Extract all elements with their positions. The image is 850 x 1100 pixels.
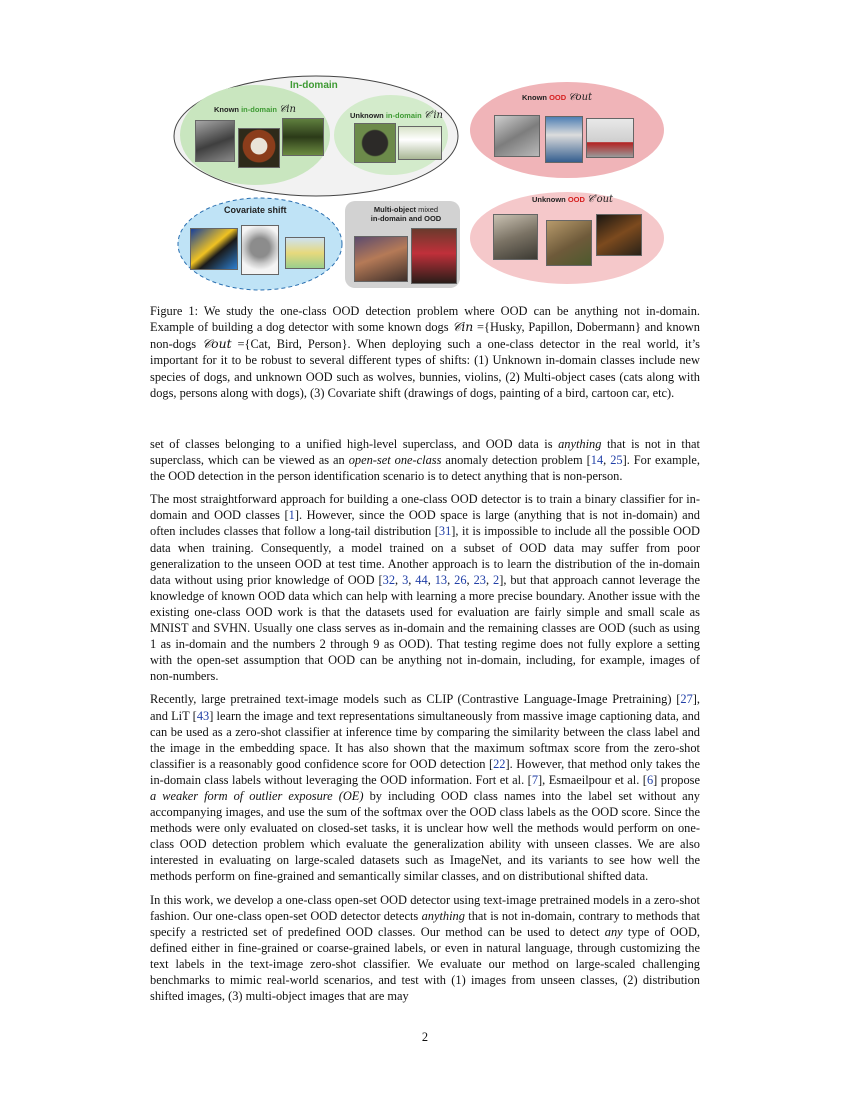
p3-d: ]. However, that method only takes the in-domain class labels without leveraging the OOD information. Fort et al. [ [150,756,700,787]
bunny-photo [546,220,592,266]
caption-c-in: 𝒞in [452,319,474,335]
citation-link[interactable]: 14 [590,453,604,468]
multi-object-word: Multi-object [373,205,416,214]
caption-part-2: ={Husky, Papillon, Dobermann} and known non-dogs [150,320,700,351]
figure-1 [170,68,680,296]
paragraph-2: The most straightforward approach for building a one-class OOD detector is to train a binary classifier for in-domain and OOD classes [1]. However, since the OOD space is large (anything that is not in-domain) and often includes classes that follow a long-tail distribution [31], it is impossible to include all the possible OOD data when training. Consequently, a model trained on a subset of OOD data may suffer from poor generalization to the unseen OOD at test time. Another approach is to learn the distribution of the in-domain data without using prior knowledge of OOD [32, 3, 44, 13, 26, 23, 2], but that approach cannot leverage the knowledge of known OOD data which can help with learning a more precise boundary. Another issue with the existing one-class OOD work is that the datasets used for evaluation are fairly simple and small scale as MNIST and SVHN. Usually one class serves as in-domain and the remaining classes are OOD (such as using 1 as in-domain and the numbers 2 through 9 as OOD). That testing regime does not fully explore a setting with the open-set assumption that OOD can be anything not in-domain, including, for example, images of non-numbers. [150,492,700,684]
page-number: 2 [421,1030,429,1044]
p3-f: ] propose [653,772,700,787]
unknown-ood-accent: OOD [567,195,585,204]
multi-object-line2: in-domain and OOD [370,214,442,223]
p3-g: by including OOD class names into the label set without any accompanying images, and use the sum of the softmax over the OOD class labels as the OOD score. Since the methods were only evaluated on closed-set tasks, it is unclear how well the methods would perform on one-class OOD detection problem which evaluate the generalization ability with unseen classes. We are also interested in evaluating on large-scaled datasets such as ImageNet, and its variants to see how well the methods perform on fine-grained and semantically similar classes, and on distributional shifted data. [150,788,700,884]
citation-link[interactable]: 22 [493,756,506,771]
known-ood-accent: OOD [549,93,567,102]
cats-and-dogs-photo [354,236,408,282]
person-and-dog-photo [411,228,457,284]
husky-photo [195,120,235,162]
p1-em-anything: anything [558,437,602,451]
covariate-shift-label: Covariate shift [224,205,287,215]
citation-link[interactable]: 27 [680,692,693,707]
citation-link[interactable]: 2 [492,572,500,587]
p1-b: that is not in that superclass, which can be viewed as an [150,437,700,468]
citation-link[interactable]: 7 [531,772,539,787]
p2-b: ]. However, since the OOD space is large (anything that is not in-domain) and often includes classes that follow a long-tail distribution [ [150,508,700,539]
p4-c: type of OOD, defined either in fine-grained or coarse-grained labels, or even in natural language, through customizing the text labels in the text-image zero-shot classifier. We evaluate our method on large-scaled challenging benchmarks to mimic real-world scenarios, and test with (1) images from unseen classes, (2) distribution shifted images, (3) multi-object images that are may [150,924,700,1004]
p4-em-any: any [604,924,623,939]
caption-part-1: Figure 1: We study the one-class OOD detection problem where OOD can be anything not in-domain. Example of building a dog detector with some known dogs [150,304,700,335]
drawn-dog-photo [241,225,279,275]
dobermann-photo [282,118,324,156]
citation-link[interactable]: 1 [288,508,295,523]
citation-link[interactable]: 43 [196,708,210,723]
unknown-in-prefix: Unknown [350,111,386,120]
p1-sep: , [603,453,611,468]
c-in-symbol: 𝒞in [279,104,296,115]
p4-b: that is not in-domain, contrary to methods that specify a restricted set of predefined OOD classes. Our method can be used to detect [150,908,700,939]
p4-a: In this work, we develop a one-class open-set OOD detector using text-image pretrained models in a zero-shot fashion. Our one-class open-set OOD detector detects [150,892,700,923]
c-in-prime-symbol: 𝒞′in [423,110,443,121]
c-out-prime-symbol: 𝒞′out [587,194,614,205]
multi-object-mixed: mixed [415,205,439,214]
unknown-ood-prefix: Unknown [532,195,568,204]
citation-link[interactable]: 26 [454,572,467,587]
body-text [150,436,700,1011]
multi-object-label [356,205,456,223]
p2-c: ], it is impossible to include all the possible OOD data when training. Consequently, a model trained on a subset of OOD data may suffer from poor generalization to the unseen OOD at test time. Another approach is to learn the distribution of the in-domain data without using prior knowledge of OOD [ [150,524,700,587]
unknown-ood-label [532,194,613,205]
paragraph-3 [150,691,700,884]
p2-a: The most straightforward approach for building a one-class OOD detector is to train a binary classifier for in-domain and OOD classes [ [150,492,700,523]
unknown-dog-2-photo [398,126,442,160]
p3-b: ], and LiT [ [150,692,700,723]
known-ood-prefix: Known [522,93,550,102]
p2-d: ], but that approach cannot leverage the knowledge of known OOD data which can help with learning a more precise boundary. Another issue with the existing one-class OOD work is that the datasets used for evaluation are fairly simple and small scale as MNIST and SVHN. Usually one class serves as in-domain and the remaining classes are OOD (such as using 1 as in-domain and the numbers 2 through 9 as OOD). That testing regime does not fully explore a setting with the open-set assumption that OOD can be anything not in-domain, including, for example, images of non-numbers. [150,572,700,684]
caption-part-3: ={Cat, Bird, Person}. When deploying such a one-class detector in the real world, it’s important for it to be robust to several different types of shifts: (1) Unknown in-domain classes include new species of dogs, and unknown OOD such as wolves, bunnies, violins, (2) Multi-object cases (cats along with dogs, persons along with dogs), (3) Covariate shift (drawings of dogs, painting of a bird, cartoon car, etc). [150,336,701,401]
painted-bird-photo [190,228,238,270]
citation-link[interactable]: 32 [382,572,396,587]
p3-e: ], Esmaeilpour et al. [ [538,772,647,787]
citation-link[interactable]: 6 [646,772,654,787]
citation-link[interactable]: 25 [610,453,623,468]
known-in-prefix: Known [214,105,242,114]
p1-em-open-set: open-set one-class [348,453,442,468]
known-in-domain-label [214,104,296,115]
citation-link[interactable]: 44 [415,572,428,587]
wolf-photo [493,214,538,260]
citation-link[interactable]: 31 [438,524,452,539]
known-ood-label [522,92,592,103]
citation-link[interactable]: 13 [434,572,448,587]
paragraph-1 [150,436,700,484]
p3-em-oe: a weaker form of outlier exposure (OE) [150,788,364,803]
in-domain-title: In-domain [290,80,338,91]
unknown-dog-1-photo [354,123,396,163]
caption-c-out: 𝒞out [202,335,232,351]
p1-d: ]. For example, the OOD detection in the person identification scenario is to detect anything that is non-person. [150,453,701,484]
violin-photo [596,214,642,256]
car-photo [586,118,634,158]
bird-photo [545,116,583,163]
papillon-photo [238,128,280,168]
p4-em-anything: anything [421,908,465,923]
p1-c: anomaly detection problem [ [441,453,591,468]
figure-caption [150,303,700,401]
cartoon-car-photo [285,237,325,269]
known-in-accent: in-domain [241,105,277,114]
unknown-in-accent: in-domain [385,111,422,120]
c-out-symbol: 𝒞out [568,92,593,103]
paragraph-4 [150,892,700,1005]
citation-link[interactable]: 23 [473,572,486,587]
cat-photo [494,115,540,157]
citation-link[interactable]: 3 [402,572,409,587]
unknown-in-domain-label [350,110,443,121]
p3-c: ] learn the image and text representations simultaneously from massive image captioning data, and can be used as a zero-shot classifier at inference time by comparing the similarity between the class label and the image in the embedding space. It has also shown that the maximum softmax score from the zero-shot classifier is a reasonably good confidence score for OOD detection [ [150,708,700,771]
p3-a: Recently, large pretrained text-image models such as CLIP (Contrastive Language-Image Pretraining) [ [150,692,681,707]
p1-a: set of classes belonging to a unified high-level superclass, and OOD data is [150,437,559,451]
